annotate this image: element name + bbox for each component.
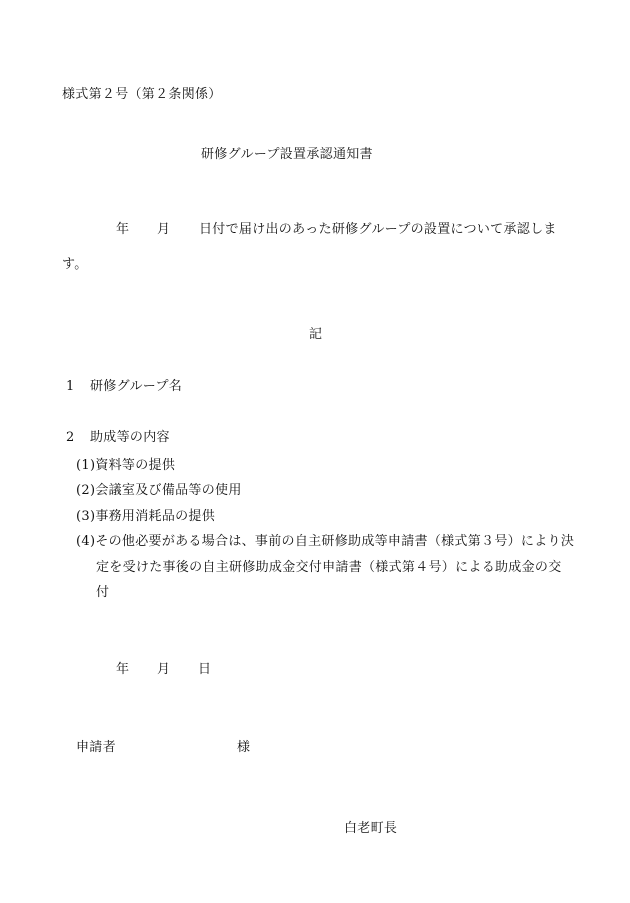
document-title: 研修グループ設置承認通知書 (201, 147, 373, 162)
applicant-label: 申請者 (76, 740, 116, 755)
subitem-4-continued: 定を受けた事後の自主研修助成金交付申請書（様式第４号）による助成金の交 (96, 560, 562, 575)
form-number: 様式第２号（第２条関係） (62, 87, 222, 102)
date-year-label: 年 (116, 662, 130, 677)
item-1-number: 1 (66, 379, 75, 394)
body-month-label: 月 (157, 222, 171, 237)
body-text-line2: す。 (62, 257, 88, 272)
subitem-4: (4)その他必要がある場合は、事前の自主研修助成等申請書（様式第３号）により決 (76, 534, 575, 549)
issuer-name: 白老町長 (344, 821, 398, 836)
item-2-label: 助成等の内容 (90, 430, 170, 445)
subitem-1: (1)資料等の提供 (76, 458, 176, 473)
date-month-label: 月 (157, 662, 171, 677)
subitem-3: (3)事務用消耗品の提供 (76, 509, 216, 524)
body-year-label: 年 (116, 222, 130, 237)
item-1-label: 研修グループ名 (90, 379, 183, 394)
subitem-4-continued-2: 付 (96, 585, 110, 600)
date-day-label: 日 (198, 662, 212, 677)
body-text-line1: 日付で届け出のあった研修グループの設置について承認しま (199, 222, 557, 237)
ki-heading: 記 (309, 327, 323, 342)
applicant-honorific: 様 (237, 740, 251, 755)
subitem-2: (2)会議室及び備品等の使用 (76, 483, 242, 498)
item-2-number: 2 (66, 430, 75, 445)
